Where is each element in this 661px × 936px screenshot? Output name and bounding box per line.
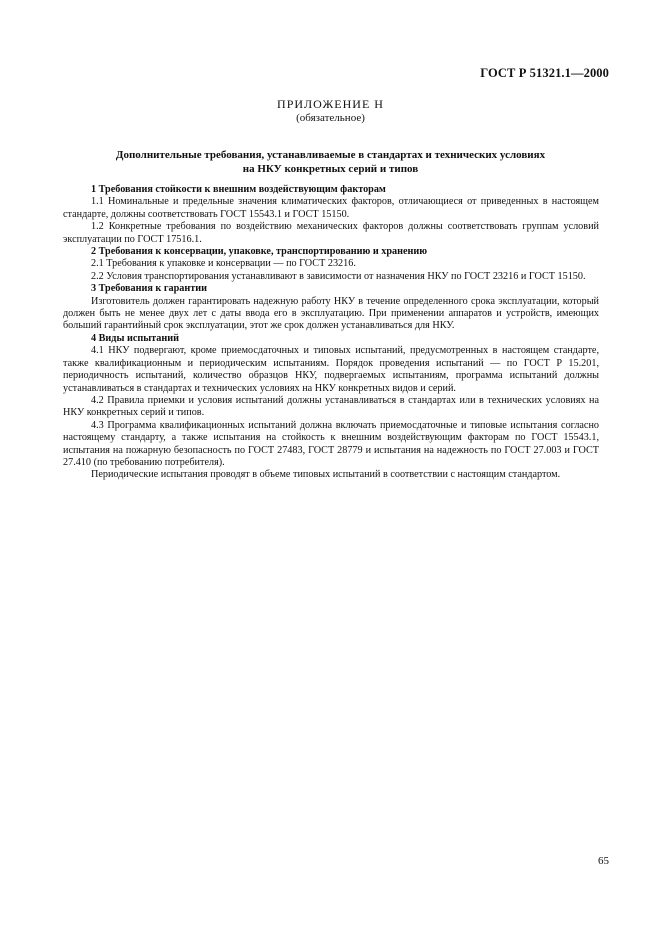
section-title-line-1: Дополнительные требования, устанавливаемые в стандартах и технических условиях [115,149,546,161]
section-title-line-2: на НКУ конкретных серий и типов [242,163,419,175]
section-heading: 1 Требования стойкости к внешним воздействующим факторам [91,184,386,195]
appendix-note: (обязательное) [296,112,365,124]
document-body [63,184,599,482]
appendix-header [0,97,661,124]
paragraph: Изготовитель должен гарантировать надежную работу НКУ в течение определенного срока эксплуатации, который должен быть не менее двух лет с даты ввода его в эксплуатацию. При применении аппаратов и устройств, имеющих больший гарантийный срок эксплуатации, этот же срок должен устанавливаться для НКУ. [63,295,599,332]
paragraph: 1.1 Номинальные и предельные значения климатических факторов, отличающиеся от приведенных в настоящем стандарте, должны соответствовать ГОСТ 15543.1 и ГОСТ 15150. [63,196,599,220]
page-number: 65 [598,855,609,867]
section-heading: 3 Требования к гарантии [91,283,207,295]
section-heading: 2 Требования к консервации, упаковке, транспортированию и хранению [91,246,428,258]
appendix-name: ПРИЛОЖЕНИЕ Н [277,97,384,111]
paragraph: 4.3 Программа квалификационных испытаний должна включать приемосдаточные и типовые испытания согласно настоящему стандарту, а также испытания на стойкость к внешним воздействующим факторам по ГОСТ 15543.1, испытания на пожарную безопасность по ГОСТ 27483, ГОСТ 28779 и испытания на надежность по ГОСТ 27.003 и ГОСТ 27.410 (по требованию потребителя). [63,419,599,468]
paragraph: Периодические испытания проводят в объеме типовых испытаний в соответствии с настоящим стандартом. [91,469,561,481]
section-title [60,148,601,176]
paragraph: 2.2 Условия транспортирования устанавливают в зависимости от назначения НКУ по ГОСТ 23216 и ГОСТ 15150. [91,270,586,282]
paragraph: 2.1 Требования к упаковке и консервации — по ГОСТ 23216. [91,258,356,270]
paragraph: 4.1 НКУ подвергают, кроме приемосдаточных и типовых испытаний, предусмотренных в настоящем стандарте, также квалификационным и периодическим испытаниям. Порядок проведения испытаний — по ГОСТ Р 15.201, периодичность испытаний, количество образцов НКУ, подвергаемых испытаниям, программа испытаний должны устанавливаться в стандартах и технических условиях на НКУ конкретных видов и серий. [63,345,599,394]
standard-code: ГОСТ Р 51321.1—2000 [480,66,609,80]
section-heading: 4 Виды испытаний [91,332,180,344]
paragraph: 1.2 Конкретные требования по воздействию механических факторов должны соответствовать группам условий эксплуатации по ГОСТ 17516.1. [63,221,599,245]
paragraph: 4.2 Правила приемки и условия испытаний должны устанавливаться в стандартах или в технических условиях на НКУ конкретных серий и типов. [63,394,599,419]
